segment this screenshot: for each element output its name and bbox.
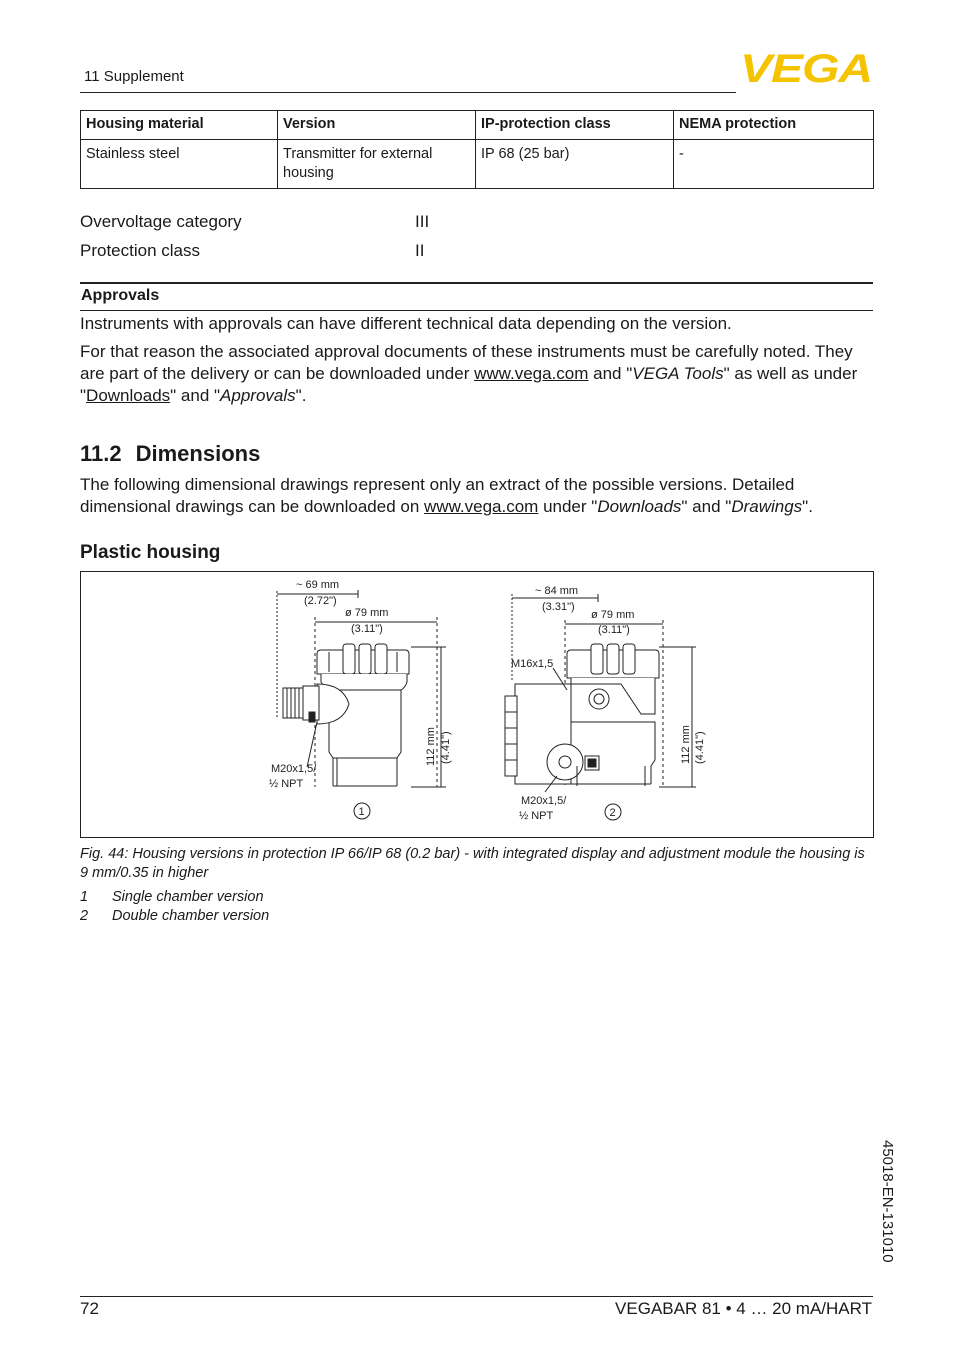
vega-logo-mark (740, 48, 874, 88)
svg-text:(3.11"): (3.11") (598, 624, 630, 636)
footer-product-title: VEGABAR 81 • 4 … 20 mA/HART (615, 1299, 872, 1318)
legend-item: 1 Single chamber version (80, 889, 264, 905)
figure-caption: Fig. 44: Housing versions in protection IP 66/IP 68 (0.2 bar) - with integrated display and adjustment module the housing is 9 mm/0.35 in higher (80, 846, 865, 881)
vega-link[interactable]: www.vega.com (474, 364, 589, 383)
svg-text:~ 69 mm: ~ 69 mm (296, 579, 340, 591)
housing-table (80, 110, 874, 189)
table-cell: Transmitter for external housing (278, 140, 476, 189)
dimension-drawing-figure (80, 571, 874, 838)
col-header: IP-protection class (476, 111, 674, 140)
subheading-plastic-housing: Plastic housing (80, 542, 221, 563)
svg-text:112 mm: 112 mm (680, 725, 692, 764)
approvals-rule-bottom (80, 310, 873, 311)
vega-logo (740, 48, 874, 88)
table-cell: - (674, 140, 874, 189)
col-header: NEMA protection (674, 111, 874, 140)
svg-text:M20x1,5/: M20x1,5/ (521, 795, 567, 807)
document-id: 45018-EN-131010 (879, 1140, 896, 1263)
section-heading-dimensions: 11.2 Dimensions (80, 441, 261, 466)
svg-text:ø 79 mm: ø 79 mm (345, 607, 389, 619)
spec-label: Overvoltage category (80, 212, 242, 231)
approvals-paragraph-1: Instruments with approvals can have different technical data depending on the version. (80, 314, 732, 333)
approvals-paragraph-2: For that reason the associated approval documents of these instruments must be carefully noted. They are part of the delivery or can be downloaded under www.vega.com and "VEGA Tools" as well as under "Downloads" and "Approvals". (80, 342, 858, 405)
table-header-row (81, 111, 874, 140)
svg-text:½ NPT: ½ NPT (269, 778, 304, 790)
vega-link[interactable]: www.vega.com (424, 497, 539, 516)
svg-text:M16x1,5: M16x1,5 (511, 658, 554, 670)
dimension-drawing (81, 572, 873, 837)
svg-text:~ 84 mm: ~ 84 mm (535, 585, 579, 597)
marker-2: 2 (609, 807, 616, 819)
spec-label: Protection class (80, 241, 200, 260)
svg-text:(3.31"): (3.31") (542, 601, 575, 613)
footer-divider (80, 1296, 873, 1297)
col-header: Version (278, 111, 476, 140)
approvals-rule-top (80, 282, 873, 284)
svg-text:(3.11"): (3.11") (351, 623, 383, 635)
svg-text:(2.72"): (2.72") (304, 595, 337, 607)
table-row (81, 140, 874, 189)
legend-item: 2 Double chamber version (80, 908, 270, 924)
col-header: Housing material (81, 111, 278, 140)
svg-text:(4.41"): (4.41") (694, 731, 706, 764)
spec-value: II (415, 241, 425, 260)
svg-text:½ NPT: ½ NPT (519, 810, 554, 822)
page-number: 72 (80, 1299, 99, 1318)
svg-text:(4.41"): (4.41") (440, 731, 452, 764)
downloads-link[interactable]: Downloads (86, 386, 171, 405)
dimensions-paragraph: The following dimensional drawings represent only an extract of the possible versions. Detailed dimensional drawings can be downloaded on www.vega.com under "Downloads" and "Drawings". (80, 475, 813, 516)
table-cell: Stainless steel (81, 140, 278, 189)
table-cell: IP 68 (25 bar) (476, 140, 674, 189)
svg-text:ø 79 mm: ø 79 mm (591, 609, 635, 621)
svg-text:112 mm: 112 mm (425, 727, 437, 766)
header-divider (80, 92, 736, 93)
approvals-heading: Approvals (81, 287, 160, 304)
logo-text: VEGA (740, 48, 872, 88)
spec-value: III (415, 212, 430, 231)
single-chamber-drawing (277, 590, 446, 787)
svg-text:M20x1,5/: M20x1,5/ (271, 763, 317, 775)
section-title: 11 Supplement (84, 68, 184, 85)
marker-1: 1 (358, 806, 365, 818)
